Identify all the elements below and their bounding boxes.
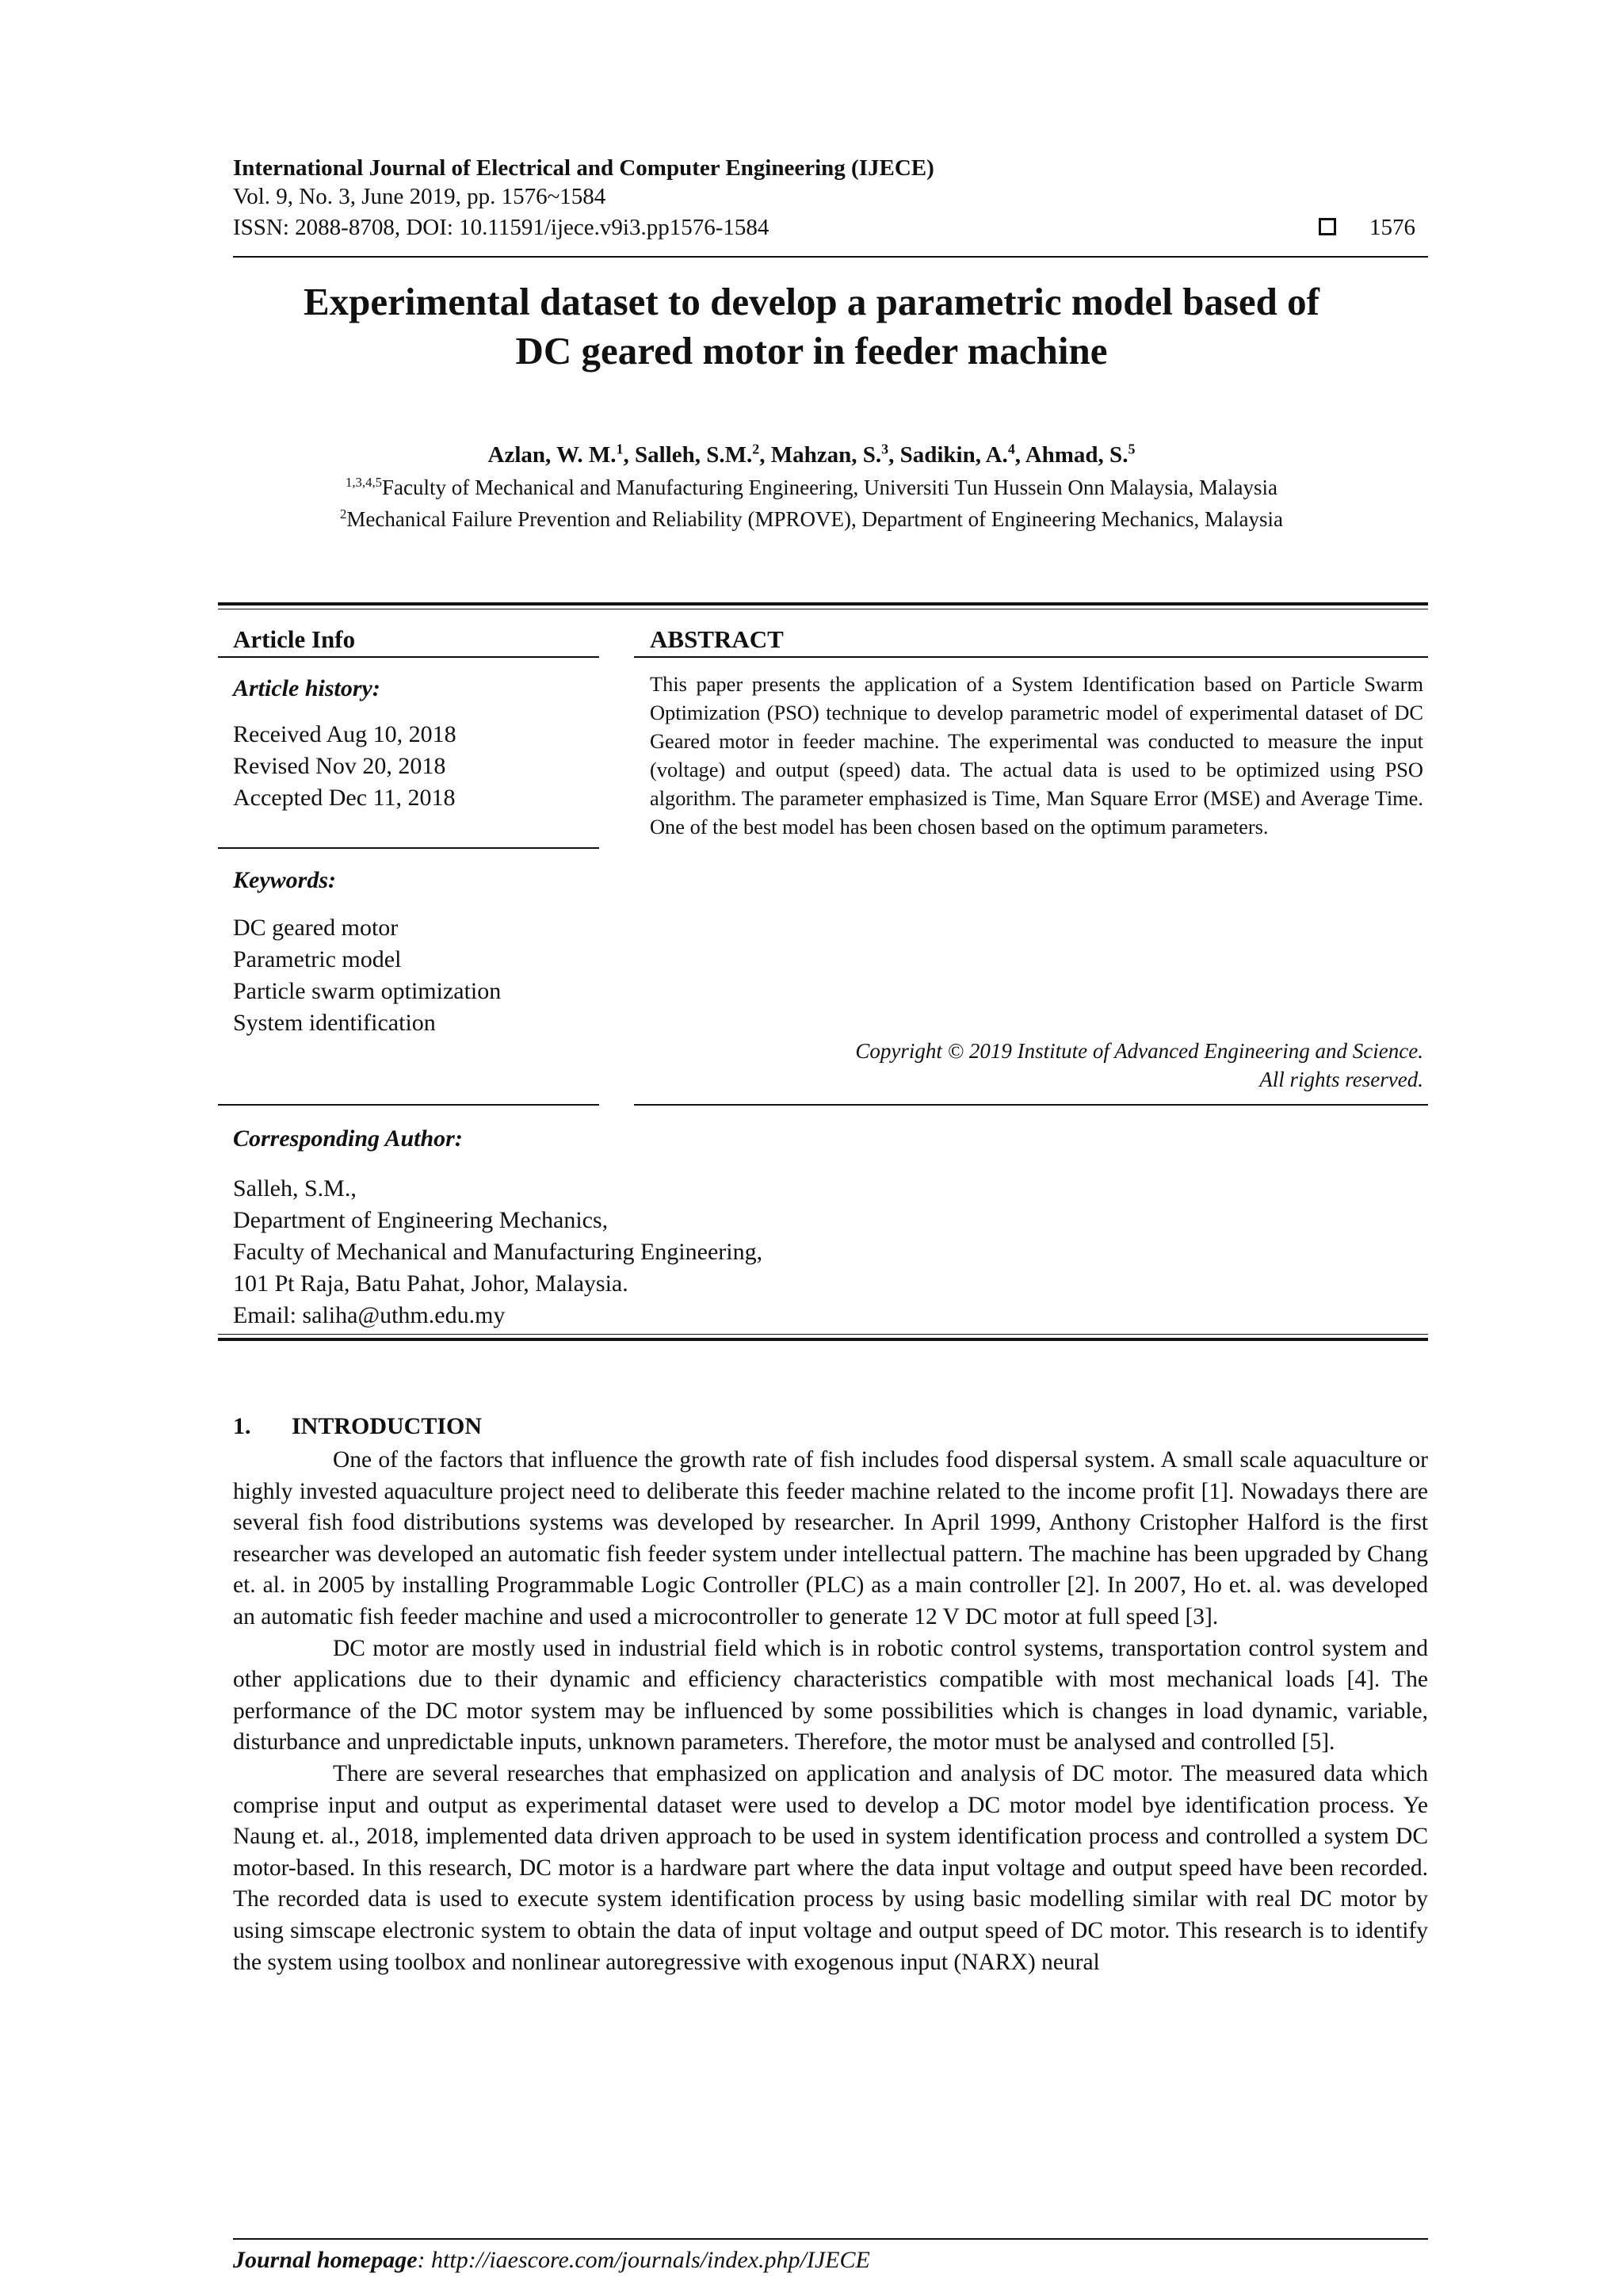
corresponding-author-label: Corresponding Author:	[233, 1125, 463, 1152]
author-sup: 5	[1128, 441, 1136, 457]
keyword: System identification	[233, 1010, 436, 1036]
info-column-bottom-rule	[218, 1104, 599, 1106]
author-sup: 3	[881, 441, 889, 457]
author-name: Ahmad, S.	[1025, 442, 1128, 468]
introduction-heading	[233, 1413, 482, 1440]
author-name: Azlan, W. M.	[487, 442, 617, 468]
keywords-list	[233, 912, 501, 1039]
article-history	[233, 719, 456, 814]
section-title: INTRODUCTION	[292, 1413, 483, 1439]
copyright-line-2: All rights reserved.	[1259, 1068, 1423, 1091]
corresponding-faculty: Faculty of Mechanical and Manufacturing Engineering,	[233, 1239, 763, 1265]
corresponding-email: Email: saliha@uthm.edu.my	[233, 1302, 506, 1328]
abstract-heading: ABSTRACT	[650, 625, 784, 653]
footer-rule	[233, 2238, 1428, 2240]
volume-info: Vol. 9, No. 3, June 2019, pp. 1576~1584	[233, 184, 606, 209]
info-box-bottom-rule	[218, 1338, 1428, 1341]
author-name: Sadikin, A.	[899, 442, 1008, 468]
homepage-url[interactable]: : http://iaescore.com/journals/index.php/IJECE	[417, 2247, 870, 2273]
journal-name: International Journal of Electrical and Computer Engineering (IJECE)	[233, 155, 934, 181]
paragraph: One of the factors that influence the growth rate of fish includes food dispersal system. A small scale aquaculture or highly invested aquaculture project need to deliberate this feeder machine related to the income profit [1]. Nowadays there are several fish food distributions systems was developed by researcher. In April 1999, Anthony Cristopher Halford is the first researcher was developed an automatic fish feeder system under intellectual pattern. The machine has been upgraded by Chang et. al. in 2005 by installing Programmable Logic Controller (PLC) as a main controller [2]. In 2007, Ho et. al. was developed an automatic fish feeder machine and used a microcontroller to generate 12 V DC motor at full speed [3].	[233, 1447, 1428, 1629]
journal-homepage	[233, 2247, 870, 2274]
author-list: Azlan, W. M.$^1$, Salleh, S.M.$^2$, Mahzan, S.$^3$, Sadikin, A.$^4$, Ahmad, S.$^5$	[487, 441, 1136, 468]
revised-date: Revised Nov 20, 2018	[233, 753, 446, 779]
header-rule	[233, 256, 1428, 258]
corresponding-author-details	[233, 1173, 762, 1331]
affiliation-text: Mechanical Failure Prevention and Reliability (MPROVE), Department of Engineering Mechanics, Malaysia	[346, 507, 1284, 531]
homepage-label: Journal homepage	[233, 2247, 418, 2273]
info-box-bottom-rule-thin	[218, 1334, 1428, 1335]
affiliation-2	[0, 507, 1623, 532]
copyright-notice	[650, 1037, 1423, 1094]
issn-doi: ISSN: 2088-8708, DOI: 10.11591/ijece.v9i3.pp1576-1584	[233, 215, 769, 240]
paragraph: DC motor are mostly used in industrial field which is in robotic control systems, transportation control system and other applications due to their dynamic and efficiency characteristics compatible with most mechanical loads [4]. The performance of the DC motor system may be influenced by some possibilities which is changes in load dynamic, variable, disturbance and unpredictable inputs, unknown parameters. Therefore, the motor must be analysed and controlled [5].	[233, 1635, 1428, 1755]
keyword: DC geared motor	[233, 915, 399, 941]
corresponding-name: Salleh, S.M.,	[233, 1175, 357, 1201]
paragraph: There are several researches that emphasized on application and analysis of DC motor. The measured data which comprise input and output as experimental dataset were used to develop a DC motor model bye identification process. Ye Naung et. al., 2018, implemented data driven approach to be used in system identification process and controlled a system DC motor-based. In this research, DC motor is a hardware part where the data input voltage and output speed have been recorded. The recorded data is used to execute system identification process by using basic modelling similar with real DC motor by using simscape electronic system to obtain the data of input voltage and output speed of DC motor. This research is to identify the system using toolbox and nonlinear autoregressive with exogenous input (NARX) neural	[233, 1760, 1428, 1975]
abstract-rule	[634, 656, 1428, 658]
copyright-line-1: Copyright © 2019 Institute of Advanced Engineering and Science.	[855, 1039, 1423, 1063]
author-name: Salleh, S.M.	[634, 442, 753, 468]
section-number: 1.	[233, 1413, 251, 1439]
author-sup: 2	[752, 441, 760, 457]
received-date: Received Aug 10, 2018	[233, 721, 456, 747]
author-sup: 1	[616, 441, 624, 457]
article-info-heading: Article Info	[233, 625, 356, 653]
affiliation-text: Faculty of Mechanical and Manufacturing Engineering, Universiti Tun Hussein Onn Malaysia, Malaysia	[382, 476, 1278, 499]
checkbox-square-icon	[1319, 218, 1336, 235]
corresponding-department: Department of Engineering Mechanics,	[233, 1207, 609, 1233]
keywords-rule	[218, 847, 599, 849]
paper-title	[182, 277, 1441, 376]
abstract-text: This paper presents the application of a System Identification based on Particle Swarm Optimization (PSO) technique to develop parametric model of experimental dataset of DC Geared motor in feeder machine. The experimental was conducted to measure the input (voltage) and output (speed) data. The actual data is used to be optimized using PSO algorithm. The parameter emphasized is Time, Man Square Error (MSE) and Average Time. One of the best model has been chosen based on the optimum parameters.	[650, 672, 1423, 839]
article-info-rule	[218, 656, 599, 658]
affiliation-sup: 2	[339, 506, 347, 521]
article-history-label: Article history:	[233, 675, 380, 701]
page-number: 1576	[1369, 215, 1415, 240]
introduction-body	[233, 1445, 1428, 1978]
author-name: Mahzan, S.	[770, 442, 882, 468]
corresponding-address: 101 Pt Raja, Batu Pahat, Johor, Malaysia.	[233, 1270, 628, 1297]
keyword: Parametric model	[233, 946, 402, 972]
affiliation-sup: 1,3,4,5	[345, 475, 382, 490]
info-box-top-rule	[218, 602, 1428, 606]
abstract-bottom-rule	[634, 1104, 1428, 1106]
author-sup: 4	[1007, 441, 1015, 457]
title-line-1: Experimental dataset to develop a parametric model based of	[304, 280, 1319, 323]
accepted-date: Accepted Dec 11, 2018	[233, 785, 456, 811]
keywords-label: Keywords:	[233, 867, 336, 893]
title-line-2: DC geared motor in feeder machine	[515, 329, 1108, 372]
affiliation-1	[0, 476, 1623, 500]
keyword: Particle swarm optimization	[233, 978, 502, 1004]
